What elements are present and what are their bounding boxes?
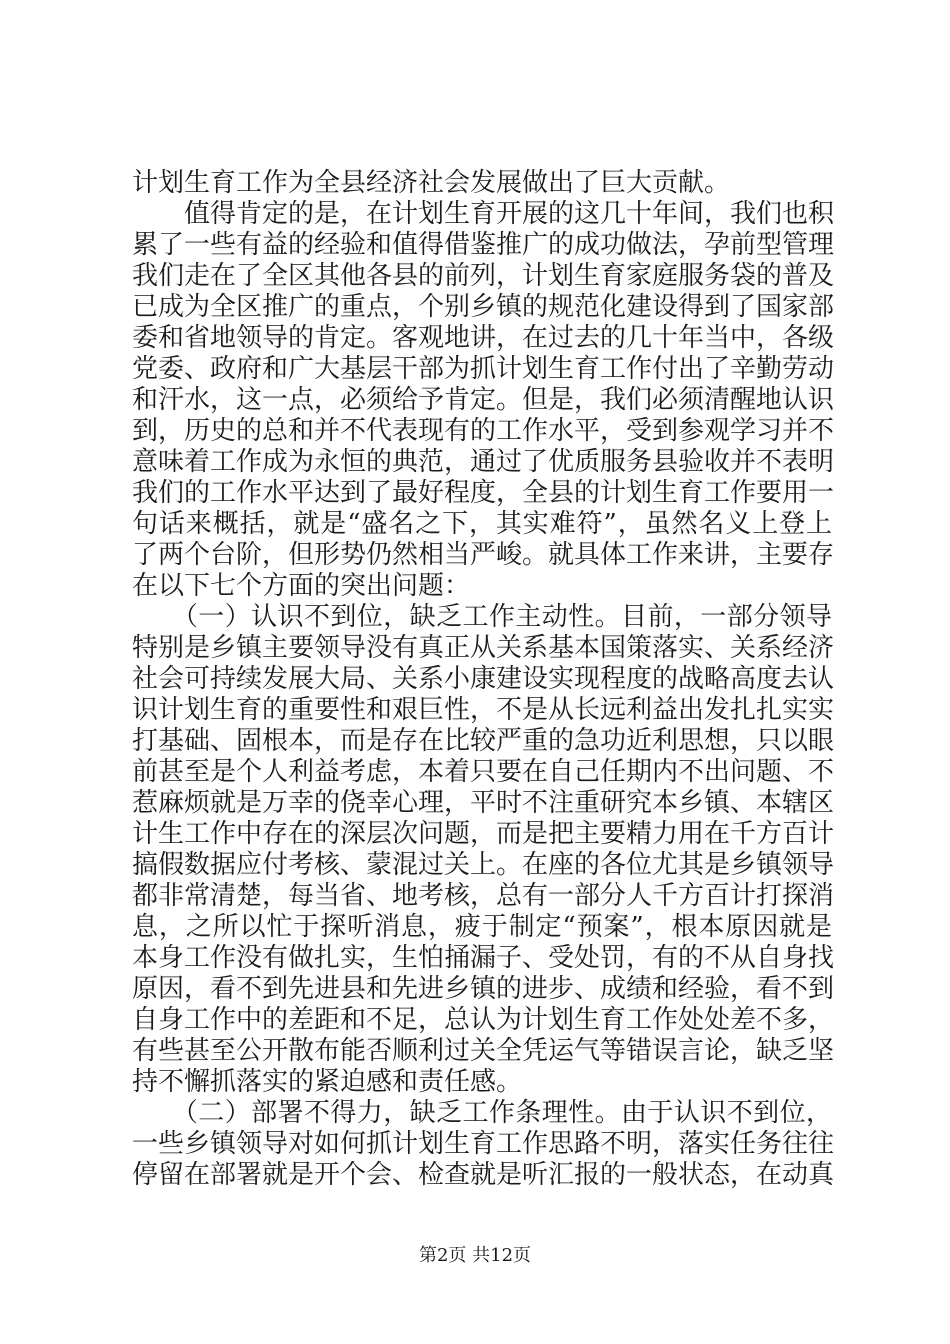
text-line: 委和省地领导的肯定。客观地讲，在过去的几十年当中，各级	[132, 323, 835, 353]
text-line: 了两个台阶，但形势仍然相当严峻。就具体工作来讲，主要存	[132, 540, 835, 570]
text-line: 累了一些有益的经验和值得借鉴推广的成功做法，孕前型管理	[132, 230, 835, 260]
text-line: 在以下七个方面的突出问题：	[132, 571, 471, 601]
text-line: 打基础、固根本，而是存在比较严重的急功近利思想，只以眼	[132, 726, 835, 756]
text-line: （一）认识不到位，缺乏工作主动性。目前，一部分领导	[132, 602, 832, 632]
text-line: 持不懈抓落实的紧迫感和责任感。	[132, 1067, 523, 1097]
text-line: 计生工作中存在的深层次问题，而是把主要精力用在千方百计	[132, 819, 835, 849]
text-line: 到，历史的总和并不代表现有的工作水平，受到参观学习并不	[132, 416, 835, 446]
text-line: 我们的工作水平达到了最好程度，全县的计划生育工作要用一	[132, 478, 835, 508]
text-line: 计划生育工作为全县经济社会发展做出了巨大贡献。	[132, 168, 731, 198]
page-footer	[0, 1244, 950, 1268]
text-line: （二）部署不得力，缺乏工作条理性。由于认识不到位，	[132, 1098, 832, 1128]
text-line: 识计划生育的重要性和艰巨性，不是从长远利益出发扎扎实实	[132, 695, 835, 725]
text-line: 原因，看不到先进县和先进乡镇的进步、成绩和经验，看不到	[132, 974, 835, 1004]
text-line: 我们走在了全区其他各县的前列，计划生育家庭服务袋的普及	[132, 261, 835, 291]
text-line: 惹麻烦就是万幸的侥幸心理，平时不注重研究本乡镇、本辖区	[132, 788, 835, 818]
page-number: 第2页 共12页	[418, 1245, 532, 1266]
text-line: 一些乡镇领导对如何抓计划生育工作思路不明，落实任务往往	[132, 1129, 835, 1159]
text-line: 已成为全区推广的重点，个别乡镇的规范化建设得到了国家部	[132, 292, 835, 322]
text-line: 和汗水，这一点，必须给予肯定。但是，我们必须清醒地认识	[132, 385, 835, 415]
text-line: 息，之所以忙于探听消息，疲于制定“预案”，根本原因就是	[132, 912, 832, 942]
document-body	[132, 168, 835, 1191]
text-line: 自身工作中的差距和不足，总认为计划生育工作处处差不多，	[132, 1005, 835, 1035]
text-line: 社会可持续发展大局、关系小康建设实现程度的战略高度去认	[132, 664, 835, 694]
text-line: 都非常清楚，每当省、地考核，总有一部分人千方百计打探消	[132, 881, 835, 911]
text-line: 本身工作没有做扎实，生怕捅漏子、受处罚，有的不从自身找	[132, 943, 835, 973]
text-line: 搞假数据应付考核、蒙混过关上。在座的各位尤其是乡镇领导	[132, 850, 835, 880]
text-line: 特别是乡镇主要领导没有真正从关系基本国策落实、关系经济	[132, 633, 835, 663]
text-line: 句话来概括，就是“盛名之下，其实难符”，虽然名义上登上	[132, 509, 832, 539]
text-line: 有些甚至公开散布能否顺利过关全凭运气等错误言论，缺乏坚	[132, 1036, 835, 1066]
text-line: 停留在部署就是开个会、检查就是听汇报的一般状态，在动真	[132, 1160, 835, 1190]
text-line: 意味着工作成为永恒的典范，通过了优质服务县验收并不表明	[132, 447, 835, 477]
text-line: 党委、政府和广大基层干部为抓计划生育工作付出了辛勤劳动	[132, 354, 835, 384]
text-line: 值得肯定的是，在计划生育开展的这几十年间，我们也积	[132, 199, 835, 229]
text-line: 前甚至是个人利益考虑，本着只要在自己任期内不出问题、不	[132, 757, 835, 787]
